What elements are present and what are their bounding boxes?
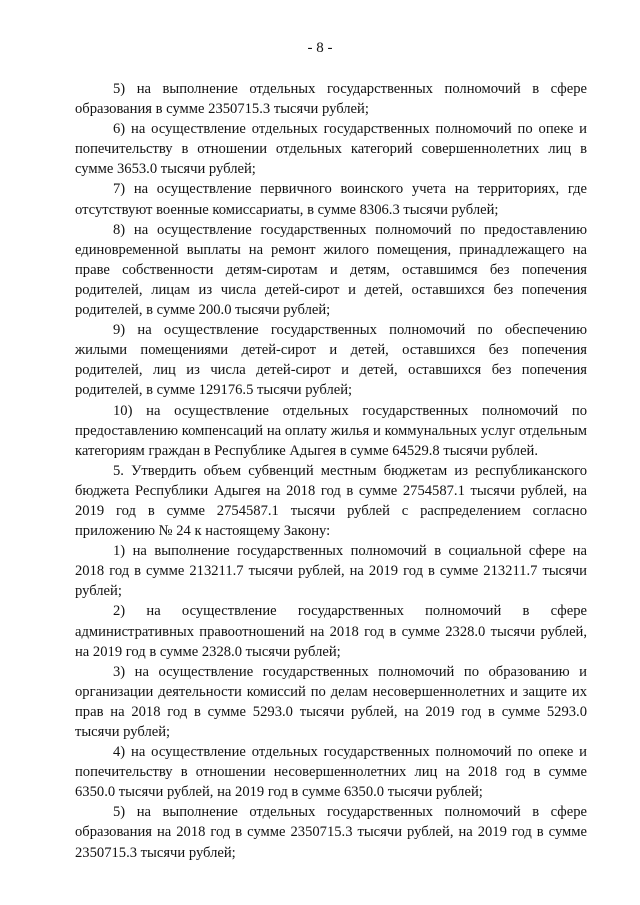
- paragraph-item-10-utility-compensation: 10) на осуществление отдельных государственных полномочий по предоставлению компенсаций на оплату жилья и коммунальных услуг отдельным категориям граждан в Республике Адыгея в сумме 64529.8 тысячи рублей.: [75, 402, 587, 459]
- paragraph-item-9-housing-orphans: 9) на осуществление государственных полномочий по обеспечению жилыми помещениями детей-сирот и детей, оставшихся без попечения родителей, лиц из числа детей-сирот и детей, оставшихся без попечения родителей, в сумме 129176.5 тысячи рублей;: [75, 322, 587, 399]
- paragraph-subitem-4-guardianship-minors: 4) на осуществление отдельных государственных полномочий по опеке и попечительству в отношении несовершеннолетних лиц на 2018 год в сумме 6350.0 тысячи рублей, на 2019 год в сумме 6350.0 тысячи рублей;: [75, 744, 587, 801]
- paragraph-item-8-housing-repair: 8) на осуществление государственных полномочий по предоставлению единовременной выплаты на ремонт жилого помещения, принадлежащего на праве собственности детям-сиротам и детям, оставшимся без попечения родителей, лицам из числа детей-сирот и детей, оставшихся без попечения родителей, в сумме 200.0 тысячи рублей;: [75, 221, 587, 319]
- paragraph-item-5-education: 5) на выполнение отдельных государственных полномочий в сфере образования в сумме 2350715.3 тысячи рублей;: [75, 81, 587, 118]
- paragraph-item-6-guardianship-adults: 6) на осуществление отдельных государственных полномочий по опеке и попечительству в отношении отдельных категорий совершеннолетних лиц в сумме 3653.0 тысячи рублей;: [75, 121, 587, 178]
- document-body: [75, 79, 587, 863]
- paragraph-item-7-military-registration: 7) на осуществление первичного воинского учета на территориях, где отсутствуют военные комиссариаты, в сумме 8306.3 тысячи рублей;: [75, 181, 587, 218]
- paragraph-subitem-2-administrative: 2) на осуществление государственных полномочий в сфере административных правоотношений на 2018 год в сумме 2328.0 тысячи рублей, на 2019 год в сумме 2328.0 тысячи рублей;: [75, 603, 587, 660]
- paragraph-subitem-3-juvenile-commissions: 3) на осуществление государственных полномочий по образованию и организации деятельности комиссий по делам несовершеннолетних и защите их прав на 2018 год в сумме 5293.0 тысячи рублей, на 2019 год в сумме 5293.0 тысячи рублей;: [75, 663, 587, 740]
- paragraph-subitem-1-social: 1) на выполнение государственных полномочий в социальной сфере на 2018 год в сумме 213211.7 тысячи рублей, на 2019 год в сумме 213211.7 тысячи рублей;: [75, 543, 587, 600]
- paragraph-subitem-5-education: 5) на выполнение отдельных государственных полномочий в сфере образования на 2018 год в сумме 2350715.3 тысячи рублей, на 2019 год в сумме 2350715.3 тысячи рублей;: [75, 804, 587, 861]
- page-number: - 8 -: [307, 40, 333, 56]
- paragraph-section-5-subventions: 5. Утвердить объем субвенций местным бюджетам из республиканского бюджета Республики Адыгея на 2018 год в сумме 2754587.1 тысячи рублей, на 2019 год в сумме 2754587.1 тысячи рублей с распределением согласно приложению № 24 к настоящему Закону:: [75, 462, 587, 540]
